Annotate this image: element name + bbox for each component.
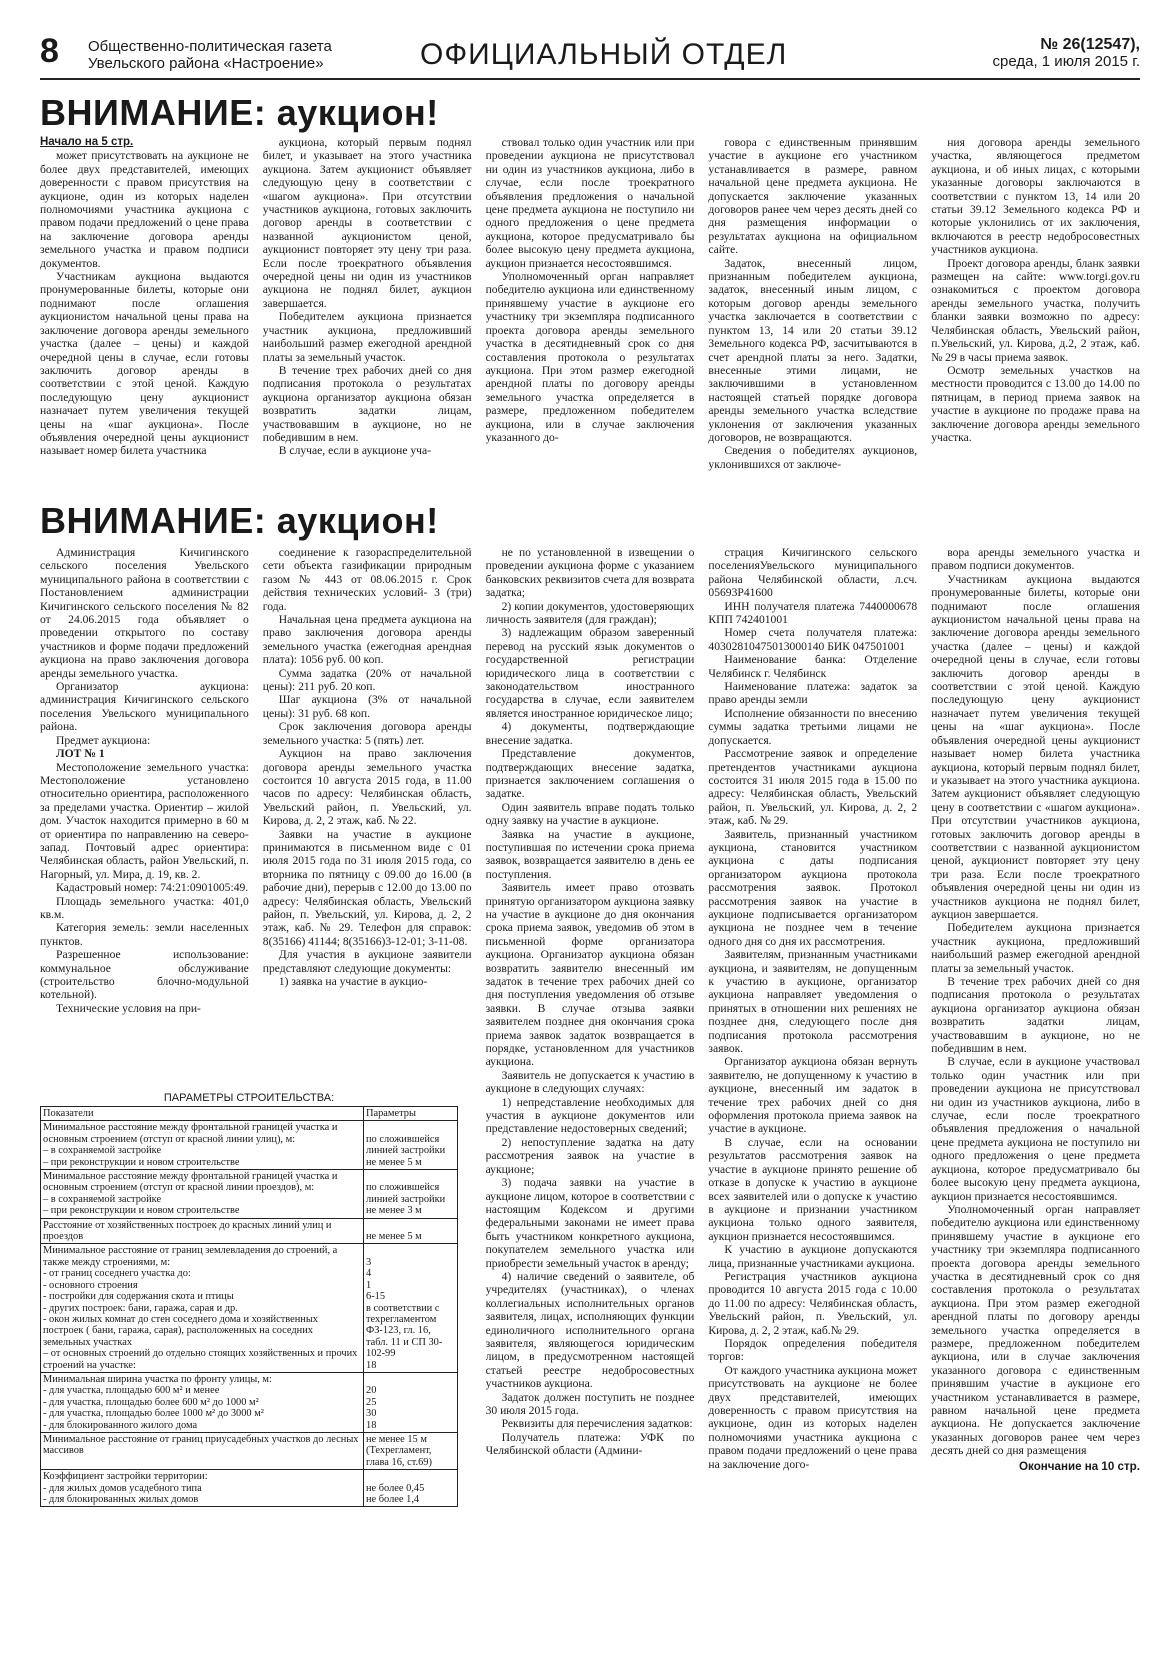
paragraph: Победителем аукциона признается участник аукциона, предложивший наибольший размер ежегодной арендной платы за земельный участок. — [262, 310, 472, 364]
params-header-cell: Показатели — [41, 1107, 364, 1121]
section-title: ОФИЦИАЛЬНЫЙ ОТДЕЛ — [420, 38, 788, 71]
article1-column-3 — [486, 136, 695, 488]
paragraph: может присутствовать на аукционе не более двух представителей, имеющих доверенности с правом присутствия на аукционе, один из которых наделен полномочиями участника аукциона с правом подачи предложений о цене права на заключение договора аренды земельного участка и правом подписи документов. — [40, 149, 249, 270]
paragraph: Местоположение земельного участка: Местоположение установлено относительно ориентира, расположенного за пределами участка. Ориентир – жилой дом. Участок находится примерно в 60 м от ориентира по направлению на северо-запад. Почтовый адрес ориентира: Челябинская область, район Увельский, п. Нагорный, ул. Мира, д. 19, кв. 2. — [40, 760, 249, 881]
paragraph: Регистрация участников аукциона проводится 10 августа 2015 года с 10.00 до 11.00 по адресу: Челябинская область, Увельский район, п. Увельский, ул. Кирова, д. 2, 2 этаж, каб.№ 29. — [708, 1269, 918, 1337]
paragraph: вора аренды земельного участка и правом подписи документов. — [931, 546, 1140, 573]
paragraph: Участникам аукциона выдаются пронумерованные билеты, которые они поднимают после оглашения аукционистом начальной цены права на заключение договора аренды земельного участка (далее – цены) и каждой очередной цены в случае, если готовы заключить договор аренды в соответствии с этой ценой. Каждую последующую цену аукционист назначает путем увеличения текущей цены на «шаг аукциона». После объявления очередной цены аукционист называет номер билета участника — [40, 270, 249, 458]
param-name-cell: Коэффициент застройки территории: - для жилых домов усадебного типа - для блокированных жилых домов — [41, 1470, 364, 1507]
article2-column-2 — [263, 546, 472, 1090]
paragraph: Организатор аукциона: администрация Кичигинского сельского поселения Увельского муниципального района. — [40, 680, 249, 734]
paragraph: не по установленной в извещении о проведении аукциона форме с указанием банковских реквизитов счета для возврата задатка; — [485, 546, 695, 600]
page-header — [40, 32, 1140, 80]
paragraph: В течение трех рабочих дней со дня подписания протокола о результатах аукциона организатор аукциона обязан возвратить задатки лицам, участвовавшим в аукционе, но не победившим в нем. — [931, 975, 1140, 1056]
page-number: 8 — [40, 32, 59, 70]
paragraph: Представление документов, подтверждающих внесение задатка, признается заключением соглашения о задатке. — [485, 747, 695, 801]
paragraph: Заявка на участие в аукционе, поступившая по истечении срока приема заявок, возвращается заявителю в день ее поступления. — [485, 827, 695, 881]
paragraph: Разрешенное использование: коммунальное обслуживание (строительство блочно-модульной котельной). — [40, 948, 249, 1002]
param-name-cell: Минимальная ширина участка по фронту улицы, м: - для участка, площадью 600 м² и менее - для участка, площадью более 600 м² до 1000 м² - для участка, площадью более 1000 м² до 3000 м² - для блокированного жилого дома — [41, 1372, 364, 1432]
issue-info — [993, 36, 1140, 70]
paragraph: Участникам аукциона выдаются пронумерованные билеты, которые они поднимают после оглашения аукционистом начальной цены права на заключение договора аренды земельного участка (далее – цены) и каждой очередной цены в случае, если готовы заключить договор аренды в соответствии с этой ценой. Каждую последующую цену аукционист назначает путем увеличения текущей цены на «шаг аукциона». После объявления очередной цены аукционист называет номер билета участника аукциона, который первым поднял билет, и указывает на этого участника аукциона. Затем аукционист объявляет следующую цену в соответствии с «шагом аукциона». При отсутствии участников аукциона, готовых заключить договор аренды в соответствии с названной аукционистом ценой, аукционист повторяет эту цену три раза. Если после троекратного объявления очередной цены ни один из участников аукциона не поднял билет, аукцион завершается. — [931, 572, 1140, 921]
paragraph: 3) подача заявки на участие в аукционе лицом, которое в соответствии с настоящим Кодексом и другими федеральными законами не имеет права быть участником конкретного аукциона, покупателем земельного участка или приобрести земельный участок в аренду; — [485, 1176, 695, 1270]
paragraph: Заявителям, признанным участниками аукциона, и заявителям, не допущенным к участию в аукционе, организатор аукциона направляет уведомления о принятых в отношении них решениях не позднее дня, следующего после дня подписания протокола рассмотрения заявок. — [708, 948, 918, 1056]
paragraph: Заявитель имеет право отозвать принятую организатором аукциона заявку на участие в аукционе до дня окончания срока приема заявок, уведомив об этом в письменной форме организатора аукциона. Организатор аукциона обязан возвратить заявителю внесенный им задаток в течение трех рабочих дней со дня поступления уведомления об отзыве заявки. В случае отзыва заявки заявителем позднее дня окончания срока приема заявок задаток возвращается в порядке, установленном для участников аукциона. — [485, 881, 695, 1069]
param-name-cell: Минимальное расстояние от границ землевладения до строений, а также между строениями, м: - от границ соседнего участка до: - основного строения - постройки для содержания скота и птицы - других построек: бани, гаража, сарая и др. - окон жилых комнат до стен соседнего дома и хозяйственных построек ( бани, гаража, сарая), расположенных на соседних земельных участках – от основных строений до отдельно стоящих хозяйственных и прочих строений на участке: — [41, 1244, 364, 1372]
article1-column-1 — [40, 136, 249, 488]
article2-headline: ВНИМАНИЕ: аукцион! — [40, 500, 439, 541]
paragraph: Победителем аукциона признается участник аукциона, предложивший наибольший размер ежегодной арендной платы за земельный участок. — [931, 921, 1140, 975]
paragraph: говора с единственным принявшим участие в аукционе его участником устанавливается в размере, равном начальной цене предмета аукциона. Не допускается заключение указанных договоров ранее чем через десять дней со дня размещения информации о результатах аукциона на официальном сайте. — [708, 136, 918, 257]
article2-column-5 — [931, 546, 1140, 1634]
param-value-cell: не менее 15 м (Техрегламент, глава 16, ст.69) — [364, 1432, 458, 1469]
newspaper-name — [88, 38, 332, 72]
paragraph: Кадастровый номер: 74:21:0901005:49. — [56, 881, 249, 895]
paragraph: ИНН получателя платежа 7440000678 КПП 742401001 — [708, 599, 918, 627]
params-title: ПАРАМЕТРЫ СТРОИТЕЛЬСТВА: — [163, 1092, 335, 1104]
paragraph: 2) копии документов, удостоверяющих личность заявителя (для граждан); — [485, 599, 695, 627]
param-value-cell: по сложившейся линией застройки не менее 5 м — [364, 1121, 458, 1170]
table-row — [41, 1218, 458, 1244]
issue-date: среда, 1 июля 2015 г. — [992, 53, 1140, 70]
table-row — [41, 1432, 458, 1469]
paragraph: Площадь земельного участка: 401,0 кв.м. — [40, 894, 249, 921]
paragraph: 2) непоступление задатка на дату рассмотрения заявок на участие в аукционе; — [485, 1135, 695, 1176]
newspaper-name-line1: Общественно-политическая газета — [88, 38, 332, 55]
paragraph: Получатель платежа: УФК по Челябинской области (Админи- — [485, 1430, 695, 1458]
article1-body — [40, 136, 1140, 488]
paragraph: 3) надлежащим образом заверенный перевод на русский язык документов о государственной регистрации юридического лица в соответствии с законодательством иностранного государства в случае, если заявителем является иностранное юридическое лицо; — [485, 626, 695, 720]
article2-column-1 — [40, 546, 249, 1090]
paragraph: страция Кичигинского сельского поселенияУвельского муниципального района Челябинской области, л.сч. 05693P41600 — [708, 546, 918, 600]
paragraph: Организатор аукциона обязан вернуть заявителю, не допущенному к участию в аукционе, внесенный им задаток в течение трех рабочих дней со дня оформления протокола приема заявок на участие в аукционе. — [708, 1055, 918, 1136]
params-table — [40, 1106, 458, 1507]
paragraph: Осмотр земельных участков на местности проводится с 13.00 до 14.00 по пятницам, в период приема заявок на участие в аукционе по продаже права на заключение договора аренды земельного участка. — [931, 363, 1140, 444]
paragraph: Заявитель не допускается к участию в аукционе в следующих случаях: — [485, 1068, 695, 1096]
paragraph: Уполномоченный орган направляет победителю аукциона или единственному принявшему участие в аукционе его участнику три экземпляра подписанного проекта договора аренды земельного участка в десятидневный срок со дня составления протокола о результатах аукциона. При этом размер ежегодной арендной платы по договору аренды земельного участка определяется в размере, предложенном победителем аукциона, или в случае заключения указанного договора с единственным принявшим участие в аукционе его участником устанавливается в размере, равном начальной цене предмета аукциона. Не допускается заключение указанных договоров ранее чем через десять дней со дня размещения — [931, 1202, 1140, 1458]
paragraph: Порядок определения победителя торгов: — [708, 1336, 918, 1364]
paragraph: 4) наличие сведений о заявителе, об учредителях (участниках), о членах коллегиальных исполнительных органов заявителя, лицах, исполняющих функции единоличного исполнительного органа заявителя, являющегося юридическим лицом, в предусмотренном настоящей статьей реестре недобросовестных участников аукциона. — [485, 1269, 695, 1391]
paragraph: Срок заключения договора аренды земельного участка: 5 (пять) лет. — [262, 720, 472, 747]
paragraph: ствовал только один участник или при проведении аукциона не присутствовал ни один из участников аукциона, либо в случае, если после троекратного объявления предложения о начальной цене предмета аукциона не поступило ни одного предложения о цене предмета аукциона, которое предусматривало бы более высокую цену предмета аукциона, аукцион признается несостоявшимся. — [485, 136, 695, 270]
paragraph: Один заявитель вправе подать только одну заявку на участие в аукционе. — [485, 800, 695, 828]
article1-column-4 — [708, 136, 917, 488]
paragraph: Наименование банка: Отделение Челябинск г. Челябинск — [708, 653, 918, 680]
paragraph: Задаток, внесенный лицом, признанным победителем аукциона, задаток, внесенный иным лицом, с которым договор аренды земельного участка заключается в соответствии с пунктом 13, 14 или 20 статьи 39.12 Земельного кодекса РФ, засчитываются в счет арендной платы за него. Задатки, внесенные этими лицами, не заключившими в установленном настоящей статьей порядке договора аренды земельного участка вследствие уклонения от заключения указанных договоров, не возвращаются. — [708, 256, 918, 444]
paragraph: 1) непредставление необходимых для участия в аукционе документов или представление недостоверных сведений; — [485, 1095, 695, 1136]
paragraph: Предмет аукциона: — [56, 733, 151, 747]
params-header-cell: Параметры — [364, 1107, 458, 1121]
param-value-cell: 20 25 30 18 — [364, 1372, 458, 1432]
table-row — [41, 1470, 458, 1507]
table-row — [41, 1372, 458, 1432]
paragraph: Рассмотрение заявок и определение претендентов участниками аукциона состоится 31 июля 2015 года в 15.00 по адресу: Челябинская область, Увельский район, п. Увельский, ул. Кирова, д. 2, 2 этаж, каб. № 29. — [708, 747, 918, 828]
paragraph: Наименование платежа: задаток за право аренды земли — [708, 680, 918, 707]
article2-column-4 — [708, 546, 917, 1634]
paragraph: Проект договора аренды, бланк заявки размещен на сайте: www.torgi.gov.ru ознакомиться с проектом договора аренды земельного участка, получить бланки заявки возможно по адресу: Челябинская область, Увельский район, п.Увельский, ул. Кирова, д.2, 2 этаж, каб. № 29 в часы приема заявок. — [931, 256, 1140, 364]
paragraph: ния договора аренды земельного участка, являющегося предметом аукциона, и об иных лицах, с которыми указанные договоры заключаются в соответствии с пунктом 13, 14 или 20 статьи 39.12 Земельного кодекса РФ и которые уклонились от их заключения, включаются в реестр недобросовестных участников аукциона. — [931, 136, 1140, 257]
param-value-cell: 3 4 1 6-15 в соответствии с техрегламентом ФЗ-123, гл. 16, табл. 11 и СП 30-102-99 18 — [364, 1244, 458, 1372]
paragraph: ЛОТ № 1 — [56, 747, 105, 761]
article1-column-2 — [263, 136, 472, 488]
param-name-cell: Минимальное расстояние между фронтальной границей участка и основным строением (отступ от красной линии проездов), м: – в сохраняемой застройке – при реконструкции и новом строительстве — [41, 1170, 364, 1219]
article1-column-5 — [931, 136, 1140, 488]
newspaper-name-line2: Увельского района «Настроение» — [88, 55, 324, 72]
paragraph: Уполномоченный орган направляет победителю аукциона или единственному принявшему участие в аукционе его участнику три экземпляра подписанного проекта договора аренды земельного участка в десятидневный срок со дня составления протокола о результатах аукциона. При этом размер ежегодной арендной платы по договору аренды земельного участка определяется в размере, предложенном победителем аукциона, или в случае заключения указанного до- — [485, 270, 695, 444]
paragraph: В течение трех рабочих дней со дня подписания протокола о результатах аукциона организатор аукциона обязан возвратить задатки лицам, участвовавшим в аукционе, но не победившим в нем. — [262, 363, 472, 444]
paragraph: Реквизиты для перечисления задатков: — [501, 1417, 693, 1431]
table-row — [41, 1121, 458, 1170]
article2-column-3 — [486, 546, 695, 1634]
param-value-cell: не менее 5 м — [364, 1218, 458, 1244]
paragraph: Категория земель: земли населенных пунктов. — [40, 921, 249, 948]
param-name-cell: Минимальное расстояние между фронтальной границей участка и основным строением (отступ от красной линии улиц), м: – в сохраняемой застройке – при реконструкции и новом строительстве — [41, 1121, 364, 1170]
paragraph: 4) документы, подтверждающие внесение задатка. — [485, 720, 695, 747]
paragraph: Шаг аукциона (3% от начальной цены): 31 руб. 68 коп. — [262, 693, 472, 720]
paragraph: В случае, если в аукционе уча- — [278, 444, 431, 458]
paragraph: Начальная цена предмета аукциона на право заключения договора аренды земельного участка (ежегодная арендная плата): 1056 руб. 00 коп. — [262, 613, 472, 667]
continued-from-note: Начало на 5 стр. — [40, 136, 134, 148]
table-row — [41, 1170, 458, 1219]
table-row — [41, 1244, 458, 1372]
paragraph: аукциона, который первым поднял билет, и указывает на этого участника аукциона. Затем аукционист объявляет следующую цену в соответствии с «шагом аукциона». При отсутствии участников аукциона, готовых заключить договор аренды в соответствии с названной аукционистом ценой, аукционист повторяет эту цену три раза. Если после троекратного объявления очередной цены ни один из участников аукциона не поднял билет, аукцион завершается. — [262, 136, 472, 310]
issue-number: № 26(12547), — [1040, 36, 1140, 53]
paragraph: Аукцион на право заключения договора аренды земельного участка состоится 10 августа 2015 года, в 11.00 часов по адресу: Челябинская область, Увельский район, п. Увельский, ул. Кирова, д. 2, 2 этаж, каб. № 22. — [262, 747, 472, 828]
paragraph: Заявитель, признанный участником аукциона, становится участником аукциона с даты подписания организатором аукциона протокола рассмотрения заявок. Протокол рассмотрения заявок на участие в аукционе подписывается организатором аукциона не позднее чем в течение одного дня со дня их рассмотрения. — [708, 827, 918, 948]
paragraph: В случае, если в аукционе участвовал только один участник или при проведении аукциона не присутствовал ни один из участников аукциона, либо в случае, если после троекратного объявления предложения о начальной цене предмета аукциона не поступило ни одного предложения о цене предмета аукциона, которое предусматривало бы более высокую цену предмета аукциона, аукцион признается несостоявшимся. — [931, 1055, 1140, 1203]
paragraph: 1) заявка на участие в аукцио- — [278, 975, 428, 988]
param-name-cell: Минимальное расстояние от границ приусадебных участков до лесных массивов — [41, 1432, 364, 1469]
continued-on-note: Окончание на 10 стр. — [1019, 1459, 1140, 1473]
paragraph: Администрация Кичигинского сельского поселения Увельского муниципального района в соответствии с Постановлением администрации Кичигинского сельского поселения № 82 от 24.06.2015 года объявляет о проведении открытого по составу участников и форме подачи предложений аукциона на право заключения договора аренды земельного участка. — [40, 546, 249, 680]
paragraph: В случае, если на основании результатов рассмотрения заявок на участие в аукционе принято решение об отказе в допуске к участию в аукционе всех заявителей или о допуске к участию в аукционе и признании участником аукциона только одного заявителя, аукцион признается несостоявшимся. — [708, 1135, 918, 1243]
param-value-cell: по сложившейся линией застройки не менее 3 м — [364, 1170, 458, 1219]
paragraph: соединение к газораспределительной сети объекта газификации природным газом № 443 от 08.06.2015 г. Срок действия технических условий- 3 (три) года. — [262, 546, 472, 613]
paragraph: Исполнение обязанности по внесению суммы задатка третьими лицами не допускается. — [708, 706, 918, 747]
param-value-cell: не более 0,45 не более 1,4 — [364, 1470, 458, 1507]
param-name-cell: Расстояние от хозяйственных построек до красных линий улиц и проездов — [41, 1218, 364, 1244]
paragraph: Для участия в аукционе заявители представляют следующие документы: — [262, 948, 472, 975]
article1-headline: ВНИМАНИЕ: аукцион! — [40, 92, 439, 133]
paragraph: Заявки на участие в аукционе принимаются в письменном виде с 01 июля 2015 года по 31 июля 2015 года, со вторника по пятницу с 09.00 до 16.00 (в рабочие дни), перерыв с 12.00 до 13.00 по адресу: Челябинская область, Увельский район, п. Увельский, ул. Кирова, д. 2, 2 этаж, каб. № 29. Телефон для справок: 8(35166) 41144; 8(35166)3-12-01; 3-11-08. — [262, 827, 472, 948]
paragraph: Номер счета получателя платежа: 40302810475013000140 БИК 047501001 — [708, 626, 918, 653]
paragraph: Сведения о победителях аукционов, уклонившихся от заключе- — [708, 444, 918, 471]
paragraph: Сумма задатка (20% от начальной цены): 211 руб. 20 коп. — [262, 666, 472, 694]
paragraph: Задаток должен поступить не позднее 30 июля 2015 года. — [485, 1390, 695, 1417]
paragraph: К участию в аукционе допускаются лица, признанные участниками аукциона. — [708, 1243, 918, 1270]
paragraph: Технические условия на при- — [56, 1001, 201, 1015]
paragraph: От каждого участника аукциона может присутствовать на аукционе не более двух представителей, имеющих доверенность с правом присутствия на аукционе, один из которых наделен полномочиями участника аукциона с правом подачи предложений о цене права на заключение дого- — [708, 1363, 918, 1471]
